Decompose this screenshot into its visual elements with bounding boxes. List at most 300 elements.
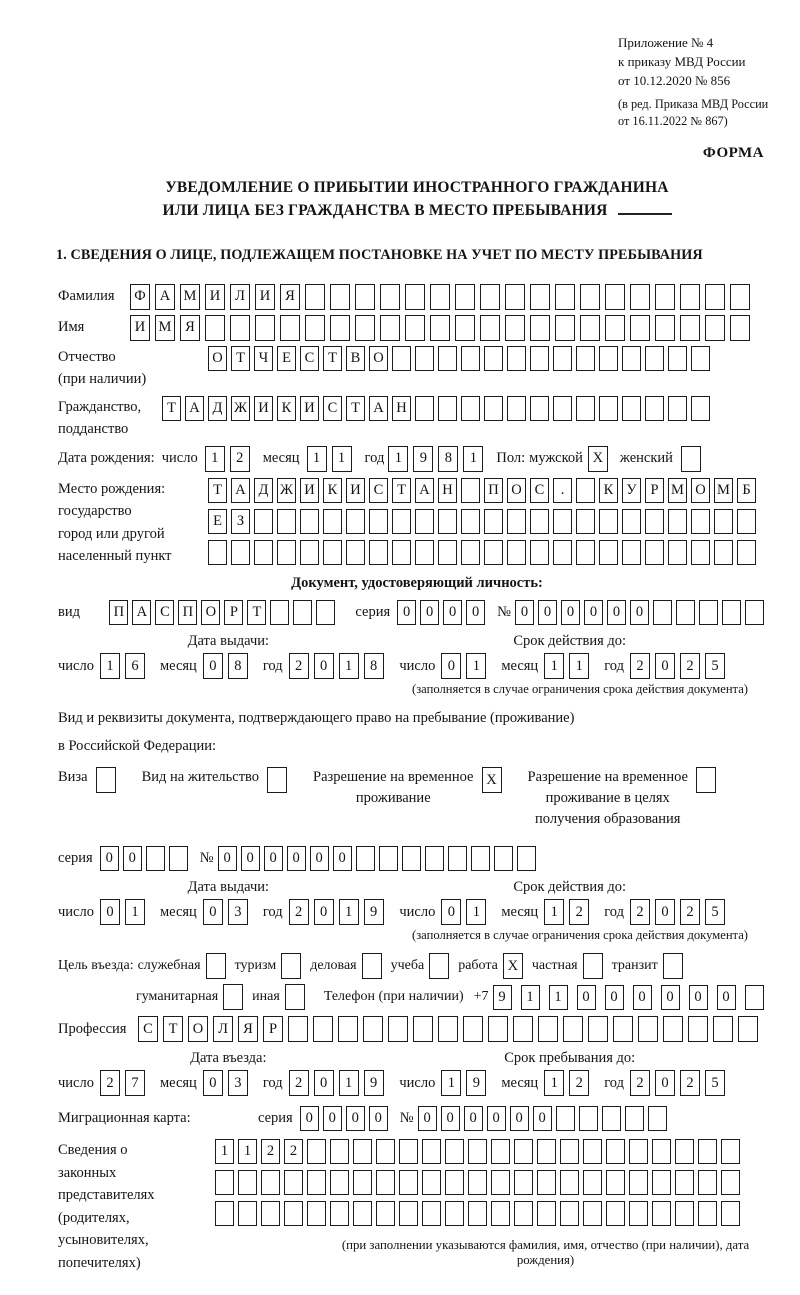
- char-box: [399, 1139, 418, 1164]
- doc-number-boxes: [515, 600, 768, 625]
- char-box: [691, 509, 710, 534]
- char-box: [698, 1170, 717, 1195]
- guardians-label-line: представителях: [58, 1187, 155, 1204]
- char-box: 3: [228, 1070, 248, 1096]
- day-label: число: [58, 1074, 94, 1091]
- char-box: [698, 1201, 717, 1226]
- char-box: 2: [569, 899, 589, 925]
- char-box: [730, 284, 750, 310]
- char-box: Ж: [277, 478, 296, 503]
- char-box: [629, 1139, 648, 1164]
- char-box: [560, 1139, 579, 1164]
- month-label: месяц: [501, 1074, 539, 1091]
- char-box: [613, 1016, 633, 1042]
- char-box: [599, 540, 618, 565]
- char-box: 3: [228, 899, 248, 925]
- citizenship-label: [58, 396, 162, 441]
- char-box: [455, 284, 475, 310]
- char-box: [745, 985, 764, 1010]
- birth-place-label: [58, 478, 208, 568]
- char-box: 0: [633, 985, 652, 1010]
- char-box: [691, 396, 710, 421]
- char-box: [277, 540, 296, 565]
- char-box: 0: [420, 600, 439, 625]
- temp-residence-education-label: Разрешение на временное проживание в целях получения образования: [527, 769, 688, 828]
- char-box: 1: [544, 1070, 564, 1096]
- char-box: Н: [392, 396, 411, 421]
- char-box: А: [369, 396, 388, 421]
- char-box: [255, 315, 275, 341]
- char-box: 0: [443, 600, 462, 625]
- char-box: [388, 1016, 408, 1042]
- char-box: [605, 284, 625, 310]
- char-box: [645, 396, 664, 421]
- char-box: [505, 315, 525, 341]
- char-box: [280, 315, 300, 341]
- expiry-date-row: [399, 653, 740, 679]
- char-box: [507, 540, 526, 565]
- header-line: от 16.11.2022 № 867): [618, 114, 728, 129]
- char-box: [480, 315, 500, 341]
- char-box: Т: [231, 346, 250, 371]
- char-box: К: [323, 478, 342, 503]
- char-box: Т: [163, 1016, 183, 1042]
- char-box: [353, 1170, 372, 1195]
- char-box: [553, 346, 572, 371]
- char-box: [346, 540, 365, 565]
- day-label: число: [161, 450, 198, 467]
- char-box: [714, 509, 733, 534]
- char-box: [402, 846, 421, 871]
- char-box: [215, 1201, 234, 1226]
- field-purpose: [58, 953, 776, 979]
- field-birth-place: [58, 478, 776, 568]
- char-box: 1: [466, 899, 486, 925]
- char-box: 2: [289, 653, 309, 679]
- char-box: 0: [314, 1070, 334, 1096]
- doc-kind-label: вид: [58, 604, 80, 621]
- char-box: [488, 1016, 508, 1042]
- char-box: П: [178, 600, 197, 625]
- purpose-study-label: учеба: [390, 958, 425, 974]
- char-box: 2: [630, 1070, 650, 1096]
- char-box: [668, 346, 687, 371]
- char-box: [517, 846, 536, 871]
- guardians-label-line: Сведения о: [58, 1142, 128, 1159]
- char-box: [514, 1139, 533, 1164]
- char-box: [415, 396, 434, 421]
- char-box: 1: [549, 985, 568, 1010]
- char-box: Р: [263, 1016, 283, 1042]
- char-box: Е: [277, 346, 296, 371]
- patronymic-label-line2: (при наличии): [58, 371, 147, 388]
- char-box: [580, 315, 600, 341]
- char-box: М: [180, 284, 200, 310]
- char-box: 5: [705, 899, 725, 925]
- char-box: [745, 600, 764, 625]
- char-box: [491, 1201, 510, 1226]
- char-box: 0: [655, 899, 675, 925]
- birth-date-label: Дата рождения:: [58, 450, 155, 467]
- char-box: 0: [218, 846, 237, 871]
- char-box: [668, 509, 687, 534]
- char-box: 0: [717, 985, 736, 1010]
- char-box: [425, 846, 444, 871]
- char-box: [576, 509, 595, 534]
- char-box: [605, 315, 625, 341]
- form-title-line2: ИЛИ ЛИЦА БЕЗ ГРАЖДАНСТВА В МЕСТО ПРЕБЫВАНИЯ: [162, 202, 608, 220]
- char-box: [668, 540, 687, 565]
- char-box: [169, 846, 188, 871]
- char-box: [505, 284, 525, 310]
- char-box: [284, 1170, 303, 1195]
- char-box: [438, 346, 457, 371]
- char-box: [392, 346, 411, 371]
- char-box: 0: [100, 846, 119, 871]
- char-box: [507, 396, 526, 421]
- char-box: 1: [441, 1070, 461, 1096]
- char-box: И: [300, 478, 319, 503]
- stay-day-boxes: [441, 1070, 491, 1096]
- char-box: [330, 315, 350, 341]
- char-box: [300, 540, 319, 565]
- char-box: [514, 1170, 533, 1195]
- field-name: [58, 315, 776, 341]
- char-box: 2: [680, 899, 700, 925]
- char-box: [721, 1201, 740, 1226]
- char-box: О: [691, 478, 710, 503]
- char-box: [346, 509, 365, 534]
- char-box: 2: [569, 1070, 589, 1096]
- expiry-day-boxes: [441, 653, 491, 679]
- char-box: 0: [203, 1070, 223, 1096]
- year-label: год: [604, 1074, 624, 1091]
- char-box: 0: [655, 653, 675, 679]
- char-box: С: [323, 396, 342, 421]
- purpose-tourism-checkbox: [281, 953, 301, 979]
- char-box: Я: [238, 1016, 258, 1042]
- citizenship-label-line1: Гражданство,: [58, 398, 142, 415]
- year-label: год: [262, 1074, 283, 1091]
- char-box: О: [188, 1016, 208, 1042]
- char-box: [376, 1170, 395, 1195]
- purpose-private-label: частная: [531, 958, 578, 974]
- char-box: 1: [466, 653, 486, 679]
- char-box: [653, 600, 672, 625]
- title-blank-underline: [618, 213, 672, 215]
- stay-month-boxes: [544, 1070, 594, 1096]
- stay-series-boxes: [100, 846, 192, 871]
- char-box: 0: [123, 846, 142, 871]
- form-title-line1: УВЕДОМЛЕНИЕ О ПРИБЫТИИ ИНОСТРАННОГО ГРАЖДАНИНА: [165, 179, 669, 197]
- guardians-row3-boxes: [215, 1201, 768, 1226]
- char-box: Л: [213, 1016, 233, 1042]
- guardians-label: [58, 1139, 215, 1274]
- char-box: [576, 396, 595, 421]
- char-box: [555, 315, 575, 341]
- char-box: 0: [661, 985, 680, 1010]
- char-box: 2: [261, 1139, 280, 1164]
- char-box: [484, 346, 503, 371]
- citizenship-label-line2: подданство: [58, 421, 129, 438]
- char-box: 1: [339, 1070, 359, 1096]
- phone-boxes: [493, 985, 773, 1010]
- char-box: [307, 1201, 326, 1226]
- char-box: [455, 315, 475, 341]
- char-box: [691, 540, 710, 565]
- expiry-year-boxes: [630, 653, 730, 679]
- phone-prefix: +7: [473, 989, 489, 1005]
- char-box: Т: [346, 396, 365, 421]
- birth-place-label-line: населенный пункт: [58, 547, 172, 564]
- identity-doc-heading: Документ, удостоверяющий личность:: [291, 575, 543, 592]
- char-box: [537, 1170, 556, 1195]
- char-box: 8: [228, 653, 248, 679]
- char-box: [652, 1170, 671, 1195]
- char-box: 0: [397, 600, 416, 625]
- purpose-study-checkbox: [429, 953, 449, 979]
- entry-dates: [58, 1050, 740, 1096]
- purpose-tourism-label: туризм: [234, 958, 277, 974]
- char-box: [323, 509, 342, 534]
- char-box: [484, 396, 503, 421]
- char-box: [652, 1139, 671, 1164]
- char-box: [353, 1139, 372, 1164]
- entry-date-heading: Дата въезда:: [190, 1050, 267, 1067]
- char-box: [146, 846, 165, 871]
- char-box: [606, 1170, 625, 1195]
- doc-kind-boxes: [109, 600, 339, 625]
- char-box: 1: [569, 653, 589, 679]
- char-box: [556, 1106, 575, 1131]
- char-box: У: [622, 478, 641, 503]
- issue-date-row: [58, 653, 399, 679]
- char-box: 0: [203, 899, 223, 925]
- purpose-transit-label: транзит: [611, 958, 658, 974]
- birth-place-label-line: Место рождения:: [58, 480, 166, 497]
- char-box: 0: [689, 985, 708, 1010]
- char-box: Т: [162, 396, 181, 421]
- char-box: О: [208, 346, 227, 371]
- char-box: Я: [180, 315, 200, 341]
- issue-date-row: [58, 899, 399, 925]
- temp-residence-checkbox: X: [482, 767, 502, 793]
- char-box: П: [484, 478, 503, 503]
- char-box: [491, 1170, 510, 1195]
- char-box: К: [599, 478, 618, 503]
- expiry-month-boxes: [544, 653, 594, 679]
- char-box: [705, 315, 725, 341]
- char-box: [338, 1016, 358, 1042]
- char-box: [714, 540, 733, 565]
- char-box: [307, 1139, 326, 1164]
- char-box: И: [255, 284, 275, 310]
- char-box: 0: [310, 846, 329, 871]
- char-box: 5: [705, 1070, 725, 1096]
- char-box: Н: [438, 478, 457, 503]
- char-box: Л: [230, 284, 250, 310]
- char-box: О: [201, 600, 220, 625]
- char-box: С: [369, 478, 388, 503]
- patronymic-label-line1: Отчество: [58, 348, 116, 365]
- char-box: [313, 1016, 333, 1042]
- char-box: [230, 315, 250, 341]
- forma-label: ФОРМА: [702, 145, 764, 162]
- char-box: 9: [493, 985, 512, 1010]
- char-box: [330, 284, 350, 310]
- birth-day-boxes: [205, 446, 255, 472]
- char-box: 0: [100, 899, 120, 925]
- char-box: [461, 509, 480, 534]
- char-box: [507, 509, 526, 534]
- purpose-private-checkbox: [583, 953, 603, 979]
- year-label: год: [604, 657, 624, 674]
- surname-label: Фамилия: [58, 288, 115, 305]
- year-label: год: [262, 657, 283, 674]
- char-box: [576, 346, 595, 371]
- char-box: 7: [125, 1070, 145, 1096]
- char-box: [599, 346, 618, 371]
- header-line: Приложение № 4: [618, 35, 714, 50]
- char-box: [602, 1106, 621, 1131]
- purpose-work-label: работа: [458, 958, 498, 974]
- field-citizenship: [58, 396, 776, 441]
- stay-doc-options: [58, 767, 776, 830]
- purpose-other-label: иная: [252, 989, 280, 1005]
- char-box: 1: [544, 899, 564, 925]
- char-box: 1: [544, 653, 564, 679]
- char-box: Р: [645, 478, 664, 503]
- char-box: [629, 1170, 648, 1195]
- char-box: 8: [438, 446, 458, 472]
- entry-day-boxes: [100, 1070, 150, 1096]
- month-label: месяц: [262, 450, 300, 467]
- header-line: к приказу МВД России: [618, 53, 746, 69]
- stay-doc-series-row: [58, 846, 776, 871]
- char-box: 1: [307, 446, 327, 472]
- char-box: [353, 1201, 372, 1226]
- char-box: [205, 315, 225, 341]
- char-box: [305, 315, 325, 341]
- guardians-label-line: законных: [58, 1164, 117, 1181]
- char-box: 9: [466, 1070, 486, 1096]
- char-box: 0: [605, 985, 624, 1010]
- char-box: [599, 396, 618, 421]
- char-box: [270, 600, 289, 625]
- char-box: [445, 1139, 464, 1164]
- char-box: [293, 600, 312, 625]
- char-box: [330, 1201, 349, 1226]
- char-box: [698, 1139, 717, 1164]
- field-migration-card: [58, 1106, 776, 1131]
- char-box: 1: [388, 446, 408, 472]
- stay-doc-intro2: в Российской Федерации:: [58, 738, 217, 755]
- char-box: Т: [323, 346, 342, 371]
- name-label: Имя: [58, 319, 85, 336]
- char-box: [737, 540, 756, 565]
- char-box: М: [714, 478, 733, 503]
- char-box: 0: [538, 600, 557, 625]
- char-box: [208, 540, 227, 565]
- char-box: [369, 509, 388, 534]
- month-label: месяц: [159, 903, 197, 920]
- header-line: от 10.12.2020 № 856: [618, 72, 731, 88]
- field-purpose-line2: [58, 984, 776, 1010]
- section-1-heading: 1. СВЕДЕНИЯ О ЛИЦЕ, ПОДЛЕЖАЩЕМ ПОСТАНОВКЕ НА УЧЕТ ПО МЕСТУ ПРЕБЫВАНИЯ: [56, 246, 703, 263]
- char-box: И: [205, 284, 225, 310]
- char-box: [284, 1201, 303, 1226]
- char-box: [638, 1016, 658, 1042]
- char-box: [468, 1170, 487, 1195]
- stay-doc-dates: [58, 879, 740, 925]
- char-box: Ф: [130, 284, 150, 310]
- char-box: С: [300, 346, 319, 371]
- char-box: [288, 1016, 308, 1042]
- year-label: год: [364, 450, 385, 467]
- purpose-other-checkbox: [285, 984, 305, 1010]
- issue-date-heading: Дата выдачи:: [187, 879, 270, 896]
- char-box: 2: [289, 899, 309, 925]
- char-box: А: [415, 478, 434, 503]
- char-box: 0: [466, 600, 485, 625]
- year-label: год: [262, 903, 283, 920]
- identity-doc-note: (заполняется в случае ограничения срока действия документа): [412, 682, 748, 697]
- phone-label: Телефон (при наличии): [323, 989, 464, 1005]
- char-box: [438, 509, 457, 534]
- char-box: [438, 1016, 458, 1042]
- guardians-note: (при заполнении указываются фамилия, имя, отчество (при наличии), дата рождения): [341, 1238, 750, 1268]
- char-box: 0: [584, 600, 603, 625]
- char-box: [463, 1016, 483, 1042]
- char-box: [630, 315, 650, 341]
- char-box: [405, 315, 425, 341]
- doc-series-label: серия: [355, 604, 391, 621]
- expiry-date-row: [399, 899, 740, 925]
- char-box: 0: [314, 899, 334, 925]
- char-box: [622, 540, 641, 565]
- char-box: [422, 1201, 441, 1226]
- char-box: [622, 396, 641, 421]
- char-box: [622, 346, 641, 371]
- purpose-label: Цель въезда:: [58, 958, 134, 974]
- char-box: [461, 540, 480, 565]
- char-box: [277, 509, 296, 534]
- stay-number-label: №: [199, 850, 214, 867]
- char-box: [491, 1139, 510, 1164]
- expiry-date-heading: Срок действия до:: [513, 879, 627, 896]
- stay-year-boxes: [630, 1070, 730, 1096]
- patronymic-boxes: [208, 346, 714, 371]
- birth-place-boxes-block: [208, 478, 768, 565]
- guardians-row1-boxes: [215, 1139, 768, 1164]
- char-box: [261, 1201, 280, 1226]
- char-box: 0: [333, 846, 352, 871]
- char-box: [630, 284, 650, 310]
- char-box: [380, 315, 400, 341]
- char-box: [380, 284, 400, 310]
- issue-day-boxes: [100, 899, 150, 925]
- char-box: Т: [392, 478, 411, 503]
- char-box: 1: [332, 446, 352, 472]
- char-box: [300, 509, 319, 534]
- char-box: [530, 509, 549, 534]
- char-box: [645, 509, 664, 534]
- char-box: М: [155, 315, 175, 341]
- char-box: [675, 1201, 694, 1226]
- stay-series-label: серия: [58, 850, 93, 867]
- char-box: [438, 396, 457, 421]
- char-box: [363, 1016, 383, 1042]
